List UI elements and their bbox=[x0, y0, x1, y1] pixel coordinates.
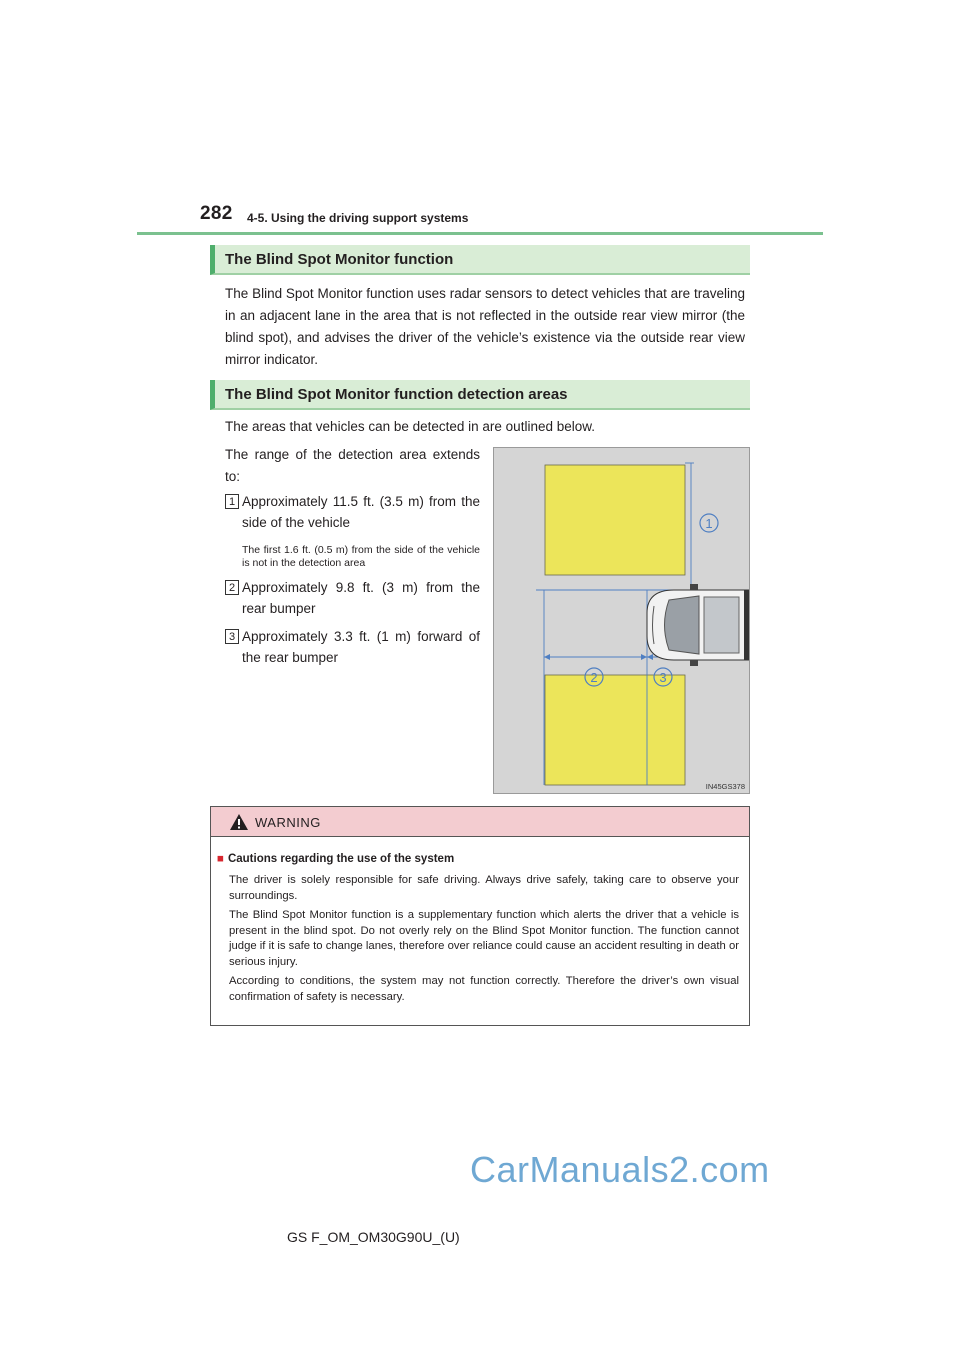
item-number-badge: 3 bbox=[225, 629, 239, 644]
range-item-2: Approximately 9.8 ft. (3 m) from the rear bumper bbox=[242, 580, 480, 616]
detection-area-diagram bbox=[493, 447, 750, 794]
section-heading-text: The Blind Spot Monitor function bbox=[225, 251, 454, 268]
warning-box bbox=[210, 806, 750, 1026]
header-divider bbox=[137, 232, 823, 235]
footer-document-code: GS F_OM_OM30G90U_(U) bbox=[287, 1229, 460, 1245]
item-number-badge: 1 bbox=[225, 494, 239, 509]
range-item-3: Approximately 3.3 ft. (1 m) forward of the rear bumper bbox=[242, 629, 480, 665]
detection-intro: The areas that vehicles can be detected in are outlined below. bbox=[225, 419, 595, 434]
range-item-1-note: The first 1.6 ft. (0.5 m) from the side of the vehicle is not in the detection area bbox=[242, 544, 480, 569]
warning-triangle-icon bbox=[229, 813, 249, 831]
label-3: 3 bbox=[659, 670, 667, 685]
car-icon bbox=[647, 584, 749, 666]
warning-paragraph: The Blind Spot Monitor function is a supplementary function which alerts the driver that a vehicle is present in the blind spot. Do not overly rely on the Blind Spot Monitor function. The function cannot judge if it is safe to change lanes, therefore over reliance could cause an accident resulting in death or serious injury. bbox=[229, 909, 739, 968]
chapter-title: 4-5. Using the driving support systems bbox=[247, 211, 469, 225]
detection-zone-front bbox=[545, 465, 685, 575]
page-number: 282 bbox=[200, 203, 233, 224]
warning-subtitle-text: Cautions regarding the use of the system bbox=[227, 853, 455, 865]
detection-zone-rear bbox=[545, 675, 685, 785]
figure-code: IN45GS378 bbox=[705, 782, 745, 791]
watermark-text: CarManuals2.com bbox=[470, 1149, 770, 1190]
section-heading-text: The Blind Spot Monitor function detection areas bbox=[225, 386, 568, 403]
warning-subtitle bbox=[217, 853, 454, 865]
warning-paragraph: According to conditions, the system may not function correctly. Therefore the driver’s own visual confirmation of safety is necessary. bbox=[229, 975, 739, 1003]
item-number-badge: 2 bbox=[225, 580, 239, 595]
bullet-square-icon: ■ bbox=[217, 853, 224, 865]
range-intro: The range of the detection area extends to: bbox=[225, 447, 480, 484]
range-item-1: Approximately 11.5 ft. (3.5 m) from the side of the vehicle bbox=[242, 494, 480, 530]
section-heading-function bbox=[210, 245, 750, 275]
label-2: 2 bbox=[590, 670, 598, 685]
label-1: 1 bbox=[705, 516, 713, 531]
function-description: The Blind Spot Monitor function uses radar sensors to detect vehicles that are traveling in an adjacent lane in the area that is not reflected in the outside rear view mirror (the blind spot), and advises the driver of the vehicle’s existence via the outside rear view mirror indicator. bbox=[225, 286, 745, 367]
section-heading-detection-areas bbox=[210, 380, 750, 410]
diagram-svg bbox=[494, 448, 749, 793]
warning-title: WARNING bbox=[255, 815, 321, 830]
warning-header bbox=[211, 807, 749, 837]
warning-paragraph: The driver is solely responsible for safe driving. Always drive safely, taking care to observe your surroundings. bbox=[229, 874, 739, 902]
